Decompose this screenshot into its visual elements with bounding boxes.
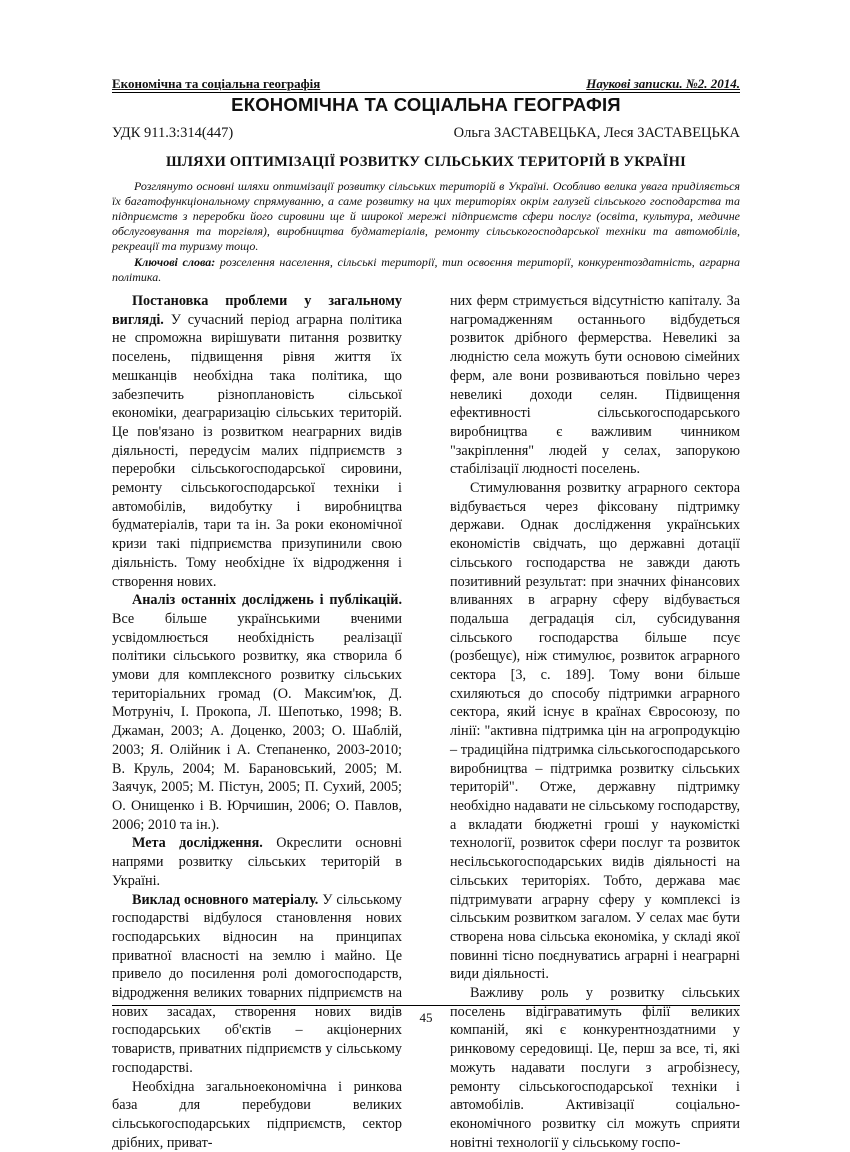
keywords bbox=[112, 255, 740, 285]
page-number: 45 bbox=[419, 1010, 433, 1025]
paragraph-text: Окреслити основні напрями розвитку сільських територій в Україні. bbox=[112, 835, 403, 889]
paragraph-text: У сільському господарстві відбулося становлення нових господарських відносин на принципах приватної власності на землю і майно. Це привело до посилення ролі домогосподарств, відродження великих товарних підприємств на нових засадах, створення нових видів господарських об'єктів – акціонерних товариств, приватних підприємств у сільському господарстві. bbox=[112, 891, 403, 1076]
paragraph bbox=[112, 292, 402, 591]
paragraph: них ферм стримується відсутністю капіталу. За нагромадженням останнього відбудеться розвиток дрібного фермерства. Невеликі за людністю села можуть бути основою сімейних ферм, але вони розвиваються повільно через невеликі доходи селян. Підвищення ефективності сільськогосподарського виробництва є важливим чинником "закріплення" людей у селах, запорукою стабілізації людності поселень. bbox=[450, 293, 740, 478]
paragraph-heading: Мета дослідження. bbox=[132, 835, 263, 852]
paragraph-heading: Постановка проблеми у загальному вигляді. bbox=[112, 293, 402, 328]
paragraph-text: У сучасний період аграрна політика не спроможна вирішувати питання розвитку поселень, підвищення рівня життя їх мешканців необхідна така політика, що забезпечить різноплановість сільської економіки, деаграризацію сільських територій. Це пов'язано із розвитком неаграрних видів діяльності, передусім малих підприємств з переробки сільськогосподарської сировини, ремонту сільськогосподарської техніки і автомобілів, видобутку і виробництва будматеріалів, тари та ін. За роки економічної кризи такі підприємства призупинили свою діяльність. Тому необхідне їх відродження і створення нових. bbox=[112, 311, 402, 590]
keywords-label: Ключові слова: bbox=[134, 255, 216, 269]
journal-page bbox=[112, 76, 740, 1151]
article-meta bbox=[112, 124, 740, 142]
article-title: ШЛЯХИ ОПТИМІЗАЦІЇ РОЗВИТКУ СІЛЬСЬКИХ ТЕРИТОРІЙ В УКРАЇНІ bbox=[166, 154, 686, 170]
udc-code: УДК 911.3:314(447) bbox=[112, 125, 234, 141]
paragraph bbox=[112, 891, 402, 1078]
footer-rule bbox=[112, 1005, 740, 1006]
abstract: Розглянуто основні шляхи оптимізації розвитку сільських територій в Україні. Особливо велика увага приділяється їх багатофункціональному спрямуванню, а саме розвитку на цих територіях окрім галузей сільського господарства та підприємств з переробки його сировини ще й широкої мережі підприємств сфери послуг (освіта, культура, медичне обслуговування та торгівля), виробництва будматеріалів, ремонту сільськогосподарської техніки та автомобілів, рекреації та туризму тощо. bbox=[112, 179, 740, 253]
paragraph bbox=[112, 591, 402, 834]
paragraph bbox=[112, 834, 402, 890]
paragraph-text: Все більше українськими вченими усвідомлюється необхідність реалізації політики сільського розвитку, яка створила б умови для комплексного розвитку сільських територіальних громад (О. Максим'юк, Д. Мотруніч, І. Прокопа, Л. Шепотько, 1998; В. Джаман, 2003; А. Доценко, 2003; О. Шаблій, 2003; Я. Олійник і А. Степаненко, 2003-2010; В. Круль, 2004; М. Барановський, 2005; М. Заячук, 2005; М. Пістун, 2005; П. Сухий, 2005; О. Онищенко і В. Юрчишин, 2006; О. Павлов, 2006; 2010 та ін.). bbox=[112, 610, 402, 833]
paragraph-heading: Аналіз останніх досліджень і публікацій. bbox=[132, 592, 402, 609]
authors: Ольга ЗАСТАВЕЦЬКА, Леся ЗАСТАВЕЦЬКА bbox=[453, 125, 740, 141]
running-head-section: Економічна та соціальна географія bbox=[112, 76, 321, 91]
keywords-text: розселення населення, сільські території, тип освоєння території, конкурентоздатність, аграрна політика. bbox=[112, 255, 740, 284]
paragraph: Необхідна загальноекономічна і ринкова база для перебудови великих сільськогосподарських підприємств, сектор дрібних, приват- bbox=[112, 1078, 402, 1151]
paragraph: Важливу роль у розвитку сільських поселень відіграватимуть філії великих компаній, які є конкурентноздатними у ринковому середовищі. Це, перш за все, ті, які можуть надавати послуги з агробізнесу, ремонту сільськогосподарської техніки і автомобілів. Активізації соціально-економічного розвитку сіл можуть сприяти новітні технології у сільському госпо- bbox=[450, 985, 740, 1151]
paragraph-heading: Виклад основного матеріалу. bbox=[132, 891, 319, 908]
running-head-journal: Наукові записки. №2. 2014. bbox=[586, 76, 740, 91]
section-title: ЕКОНОМІЧНА ТА СОЦІАЛЬНА ГЕОГРАФІЯ bbox=[231, 94, 621, 115]
paragraph: Стимулювання розвитку аграрного сектора відбувається через фіксовану підтримку держави. Однак дослідження українських економістів свідчать, що державні дотації сільського господарства не завжди дають позитивний результат: при значних фінансових вливаннях в аграрну сферу відбувається подальша деградація сіл, субсидування сільського господарства більше псує (розбещує), ніж стимулює, розвиток аграрного сектора [3, с. 189]. Тому вони більше схиляються до способу підтримки аграрного сектора, який існує в країнах Євросоюзу, по лінії: "активна підтримка цін на агропродукцію – традиційна підтримка сільськогосподарського виробництва – підтримка розвитку сільських територій". Отже, державну підтримку необхідно надавати не сільському господарству, а вкладати бюджетні гроші у наукомісткі технології, розвиток сфери послуг та розвиток несільськогосподарських видів діяльності на сільських територіях. Тобто, держава має підтримувати аграрну сферу у комплексі із сільським розвитком загалом. У селах має бути створена нова сільська економіка, у складі якої повинні тісно поєднуватись аграрні і неаграрні види діяльності. bbox=[450, 480, 740, 983]
running-head bbox=[112, 76, 740, 93]
